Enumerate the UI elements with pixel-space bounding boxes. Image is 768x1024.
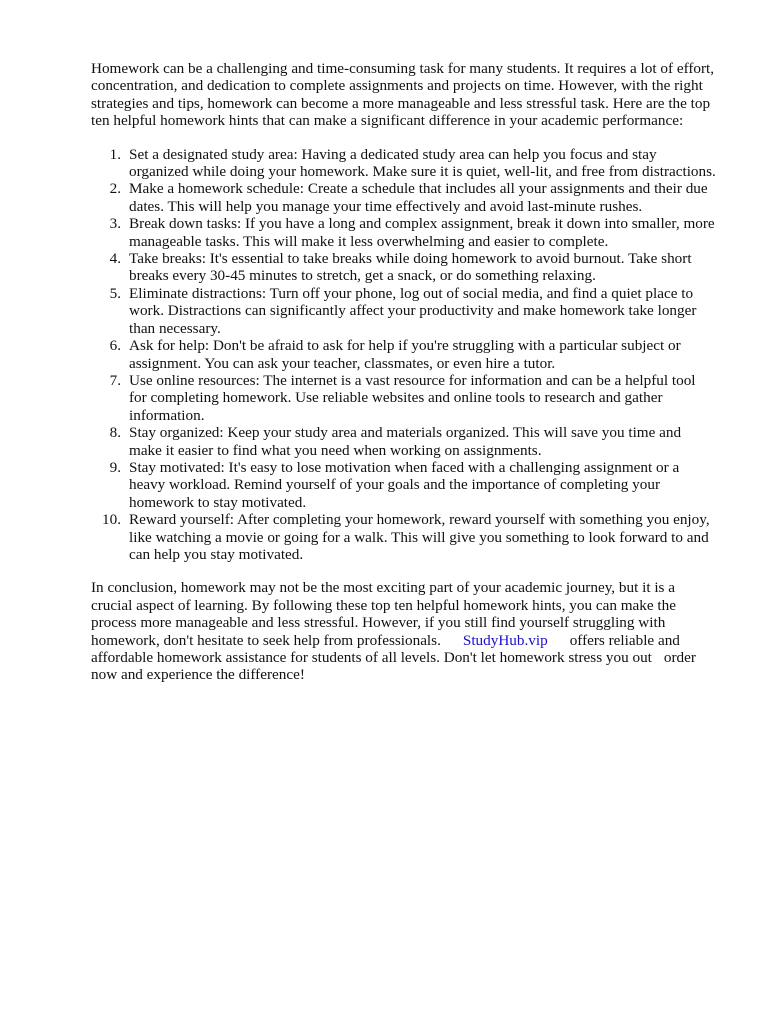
- list-item-text: Use online resources: The internet is a vast resource for information and can be a helpful tool for completing homework. Use reliable websites and online tools to research and gather information.: [129, 371, 696, 424]
- list-item-text: Reward yourself: After completing your homework, reward yourself with something you enjoy, like watching a movie or going for a walk. This will give you something to look forward to and can help you stay motivated.: [129, 511, 710, 563]
- list-item-text: Break down tasks: If you have a long and complex assignment, break it down into smaller, more manageable tasks. This will make it less overwhelming and easier to complete.: [129, 215, 715, 250]
- list-item-text: Set a designated study area: Having a dedicated study area can help you focus and stay organized while doing your homework. Make sure it is quiet, well-lit, and free from distractions.: [129, 145, 716, 181]
- list-item: [91, 285, 716, 337]
- intro-paragraph: Homework can be a challenging and time-consuming task for many students. It requires a lot of effort, concentration, and dedication to complete assignments and projects on time. However, with the right strategies and tips, homework can become a more manageable and less stressful task. Here are the top ten helpful homework hints that can make a significant difference in your academic performance:: [91, 60, 715, 130]
- tips-list: [91, 146, 716, 564]
- list-item-number: 4.: [109, 250, 121, 268]
- list-item: [91, 372, 716, 424]
- document-page: [91, 60, 716, 684]
- list-item-number: 3.: [109, 215, 121, 233]
- conclusion-text-part3: order now and experience the difference!: [91, 649, 696, 684]
- conclusion-text-part1: In conclusion, homework may not be the most exciting part of your academic journey, but it is a crucial aspect of learning. By following these top ten helpful homework hints, you can make the process more manageable and less stressful. However, if you still find yourself struggling with homework, don't hesitate to seek help from professionals.: [91, 579, 676, 649]
- list-item-text: Stay organized: Keep your study area and materials organized. This will save you time and make it easier to find what you need when working on assignments.: [129, 424, 682, 459]
- list-item-number: 1.: [109, 145, 121, 163]
- list-item-number: 5.: [109, 284, 121, 302]
- list-item: [91, 250, 716, 285]
- list-item: [91, 424, 716, 459]
- list-item: [91, 459, 716, 511]
- list-item-text: Ask for help: Don't be afraid to ask for help if you're struggling with a particular subject or assignment. You can ask your teacher, classmates, or even hire a tutor.: [129, 337, 681, 372]
- list-item: [91, 511, 716, 563]
- list-item-number: 2.: [109, 180, 121, 198]
- list-item-number: 9.: [109, 458, 121, 476]
- list-item: [91, 146, 716, 181]
- list-item-number: 10.: [102, 511, 121, 529]
- studyhub-link[interactable]: StudyHub.vip: [462, 631, 548, 649]
- list-item-number: 7.: [109, 371, 121, 389]
- list-item-text: Stay motivated: It's easy to lose motivation when faced with a challenging assignment or a heavy workload. Remind yourself of your goals and the importance of completing your homework to stay motivated.: [129, 458, 680, 511]
- list-item: [91, 180, 716, 215]
- list-item-text: Take breaks: It's essential to take breaks while doing homework to avoid burnout. Take short breaks every 30-45 minutes to stretch, get a snack, or do something relaxing.: [129, 250, 692, 285]
- list-item: [91, 215, 716, 250]
- conclusion-text-part2: offers reliable and affordable homework assistance for students of all levels. Don't let homework stress you out: [91, 631, 680, 666]
- list-item-text: Eliminate distractions: Turn off your phone, log out of social media, and find a quiet place to work. Distractions can significantly affect your productivity and make homework take longer than necessary.: [129, 284, 697, 337]
- list-item-number: 6.: [109, 337, 121, 355]
- list-item-text: Make a homework schedule: Create a schedule that includes all your assignments and their due dates. This will help you manage your time effectively and avoid last-minute rushes.: [129, 180, 708, 215]
- list-item: [91, 337, 716, 372]
- conclusion-paragraph: [91, 579, 716, 683]
- list-item-number: 8.: [109, 424, 121, 442]
